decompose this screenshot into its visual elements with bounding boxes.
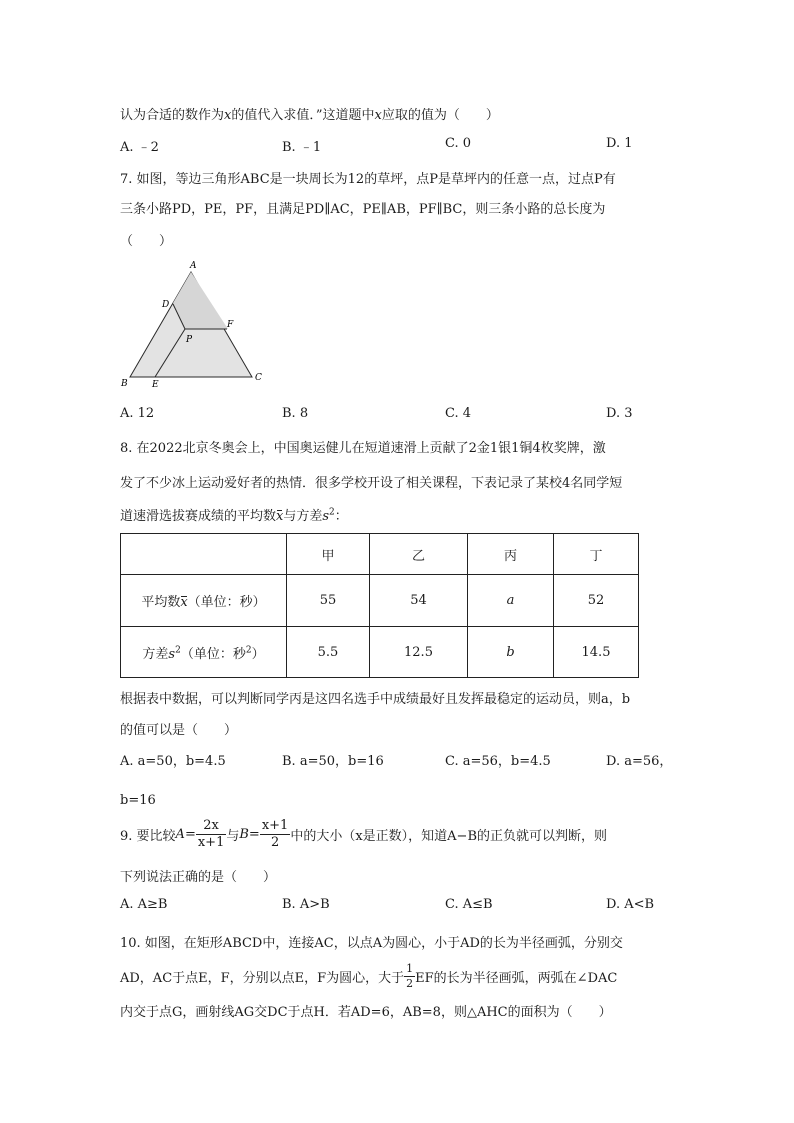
table-cell: b <box>468 627 554 678</box>
q8-line-2: 发了不少冰上运动爱好者的热情．很多学校开设了相关课程，下表记录了某校4名同学短 <box>120 476 623 491</box>
table-row-variance <box>121 627 639 678</box>
q9-equals-2: = <box>248 827 260 843</box>
table-cell: 55 <box>287 575 370 627</box>
q6-var-x2: x <box>374 108 382 123</box>
q8-option-c[interactable]: C. a=56，b=4.5 <box>445 754 551 769</box>
q9-option-b[interactable]: B. A>B <box>282 897 330 912</box>
q8-line3-text-a: 道速滑选拔赛成绩的平均数 <box>120 509 277 524</box>
label-c: C <box>255 373 262 383</box>
table-row-variance-label <box>121 627 287 678</box>
q6-option-d[interactable]: D. 1 <box>606 136 633 151</box>
mean-label-text: 平均数 <box>141 595 181 610</box>
q6-var-x: x <box>224 108 232 123</box>
label-b: B <box>121 379 128 389</box>
table-cell: 14.5 <box>554 627 639 678</box>
q9-text-post: 中的大小（x是正数），知道A−B的正负就可以判断，则 <box>290 829 607 845</box>
table-row-mean-label <box>121 575 287 627</box>
variance-s: s <box>168 646 176 662</box>
q8-line-1: 8. 在2022北京冬奥会上，中国奥运健儿在短道速滑上贡献了2金1银1铜4枚奖牌，激 <box>120 441 606 456</box>
table-cell: 54 <box>370 575 468 627</box>
q9-fraction-a-den: x+1 <box>197 835 225 851</box>
q7-option-d[interactable]: D. 3 <box>606 406 633 421</box>
table-header-ding: 丁 <box>554 534 639 575</box>
variance-sup: 2 <box>175 645 181 656</box>
variance-unit-text: （单位：秒 <box>180 646 246 662</box>
table-header-row <box>121 534 639 575</box>
q9-fraction-b-num: x+1 <box>260 818 291 835</box>
q6-option-a[interactable]: A. ﹣2 <box>120 140 159 155</box>
q7-line-1: 7. 如图，等边三角形ABC是一块周长为12的草坪，点P是草坪内的任意一点，过点P有 <box>120 172 616 187</box>
q10-line2-text-b: EF的长为半径画弧，两弧在∠DAC <box>415 970 618 986</box>
label-d: D <box>162 300 170 310</box>
q10-line2-text-a: AD，AC于点E，F，分别以点E，F为圆心，大于 <box>120 970 405 986</box>
q8-option-a[interactable]: A. a=50，b=4.5 <box>120 754 226 769</box>
score-table <box>120 533 639 678</box>
label-e: E <box>152 380 159 390</box>
q10-line-3: 内交于点G，画射线AG交DC于点H．若AD=6，AB=8，则△AHC的面积为（ ） <box>120 1005 612 1020</box>
mean-x-bar: x <box>180 595 188 610</box>
q8-option-d-continued: b=16 <box>120 793 156 808</box>
q7-option-a[interactable]: A. 12 <box>120 406 155 421</box>
table-header-empty <box>121 534 287 575</box>
q9-fraction-b-den: 2 <box>270 835 280 851</box>
table-cell: 52 <box>554 575 639 627</box>
variance-unit-sup: 2 <box>245 645 252 656</box>
q9-fraction-b <box>260 818 291 852</box>
q9-fraction-a-num: 2x <box>196 818 227 835</box>
q10-half-fraction <box>404 962 415 991</box>
s-symbol: s <box>322 509 330 524</box>
q8-option-b[interactable]: B. a=50，b=16 <box>282 754 384 769</box>
q8-line-5: 的值可以是（ ） <box>120 723 238 738</box>
q8-line-3 <box>120 505 348 524</box>
q6-tail-line <box>120 104 499 123</box>
table-header-jia: 甲 <box>287 534 370 575</box>
q9-fraction-a <box>196 818 227 852</box>
q6-text-b: 的值代入求值．”这道题中 <box>231 108 375 123</box>
variance-unit-close: ） <box>251 646 265 662</box>
s-squared-sup: 2 <box>329 507 335 518</box>
q10-fraction-den: 2 <box>406 976 414 990</box>
table-row-mean <box>121 575 639 627</box>
label-a: A <box>190 261 197 271</box>
q9-var-b: B <box>239 827 249 843</box>
q9-option-c[interactable]: C. A≤B <box>445 897 493 912</box>
q8-option-d[interactable]: D. a=56， <box>606 754 673 769</box>
table-header-yi: 乙 <box>370 534 468 575</box>
table-header-bing: 丙 <box>468 534 554 575</box>
q9-text-pre: 9. 要比较 <box>120 829 176 845</box>
q6-text-c: 应取的值为（ ） <box>381 108 499 123</box>
x-bar-symbol: x <box>276 509 284 524</box>
q9-text-mid: 与 <box>226 829 240 845</box>
q7-triangle-figure <box>115 256 275 396</box>
table-cell: 12.5 <box>370 627 468 678</box>
label-f: F <box>227 320 234 330</box>
q9-var-a: A <box>175 827 185 843</box>
q6-text-a: 认为合适的数作为 <box>120 108 225 123</box>
q7-line-2: 三条小路PD，PE，PF，且满足PD∥AC，PE∥AB，PF∥BC，则三条小路的总长度为 <box>120 202 606 217</box>
table-cell: a <box>468 575 554 627</box>
label-p: P <box>186 335 193 345</box>
q6-option-c[interactable]: C. 0 <box>445 136 472 151</box>
q7-option-c[interactable]: C. 4 <box>445 406 472 421</box>
q8-line-4: 根据表中数据，可以判断同学丙是这四名选手中成绩最好且发挥最稳定的运动员，则a，b <box>120 692 631 707</box>
q7-line-3: （ ） <box>120 234 173 249</box>
q9-line-2: 下列说法正确的是（ ） <box>120 870 277 885</box>
variance-label-text: 方差 <box>142 646 169 662</box>
q9-line-1 <box>120 818 607 852</box>
q8-line3-text-b: 与方差 <box>283 509 323 524</box>
q10-fraction-num: 1 <box>406 962 414 975</box>
q9-option-d[interactable]: D. A<B <box>606 897 655 912</box>
q7-option-b[interactable]: B. 8 <box>282 406 309 421</box>
q10-line-2 <box>120 962 617 991</box>
table-cell: 5.5 <box>287 627 370 678</box>
q9-option-a[interactable]: A. A≥B <box>120 897 168 912</box>
mean-unit-text: （单位：秒） <box>187 595 266 610</box>
q8-line3-colon: ： <box>334 509 348 524</box>
q6-option-b[interactable]: B. ﹣1 <box>282 140 322 155</box>
q10-line-1: 10. 如图，在矩形ABCD中，连接AC，以点A为圆心，小于AD的长为半径画弧，分别交 <box>120 936 623 951</box>
q9-equals-1: = <box>184 827 196 843</box>
